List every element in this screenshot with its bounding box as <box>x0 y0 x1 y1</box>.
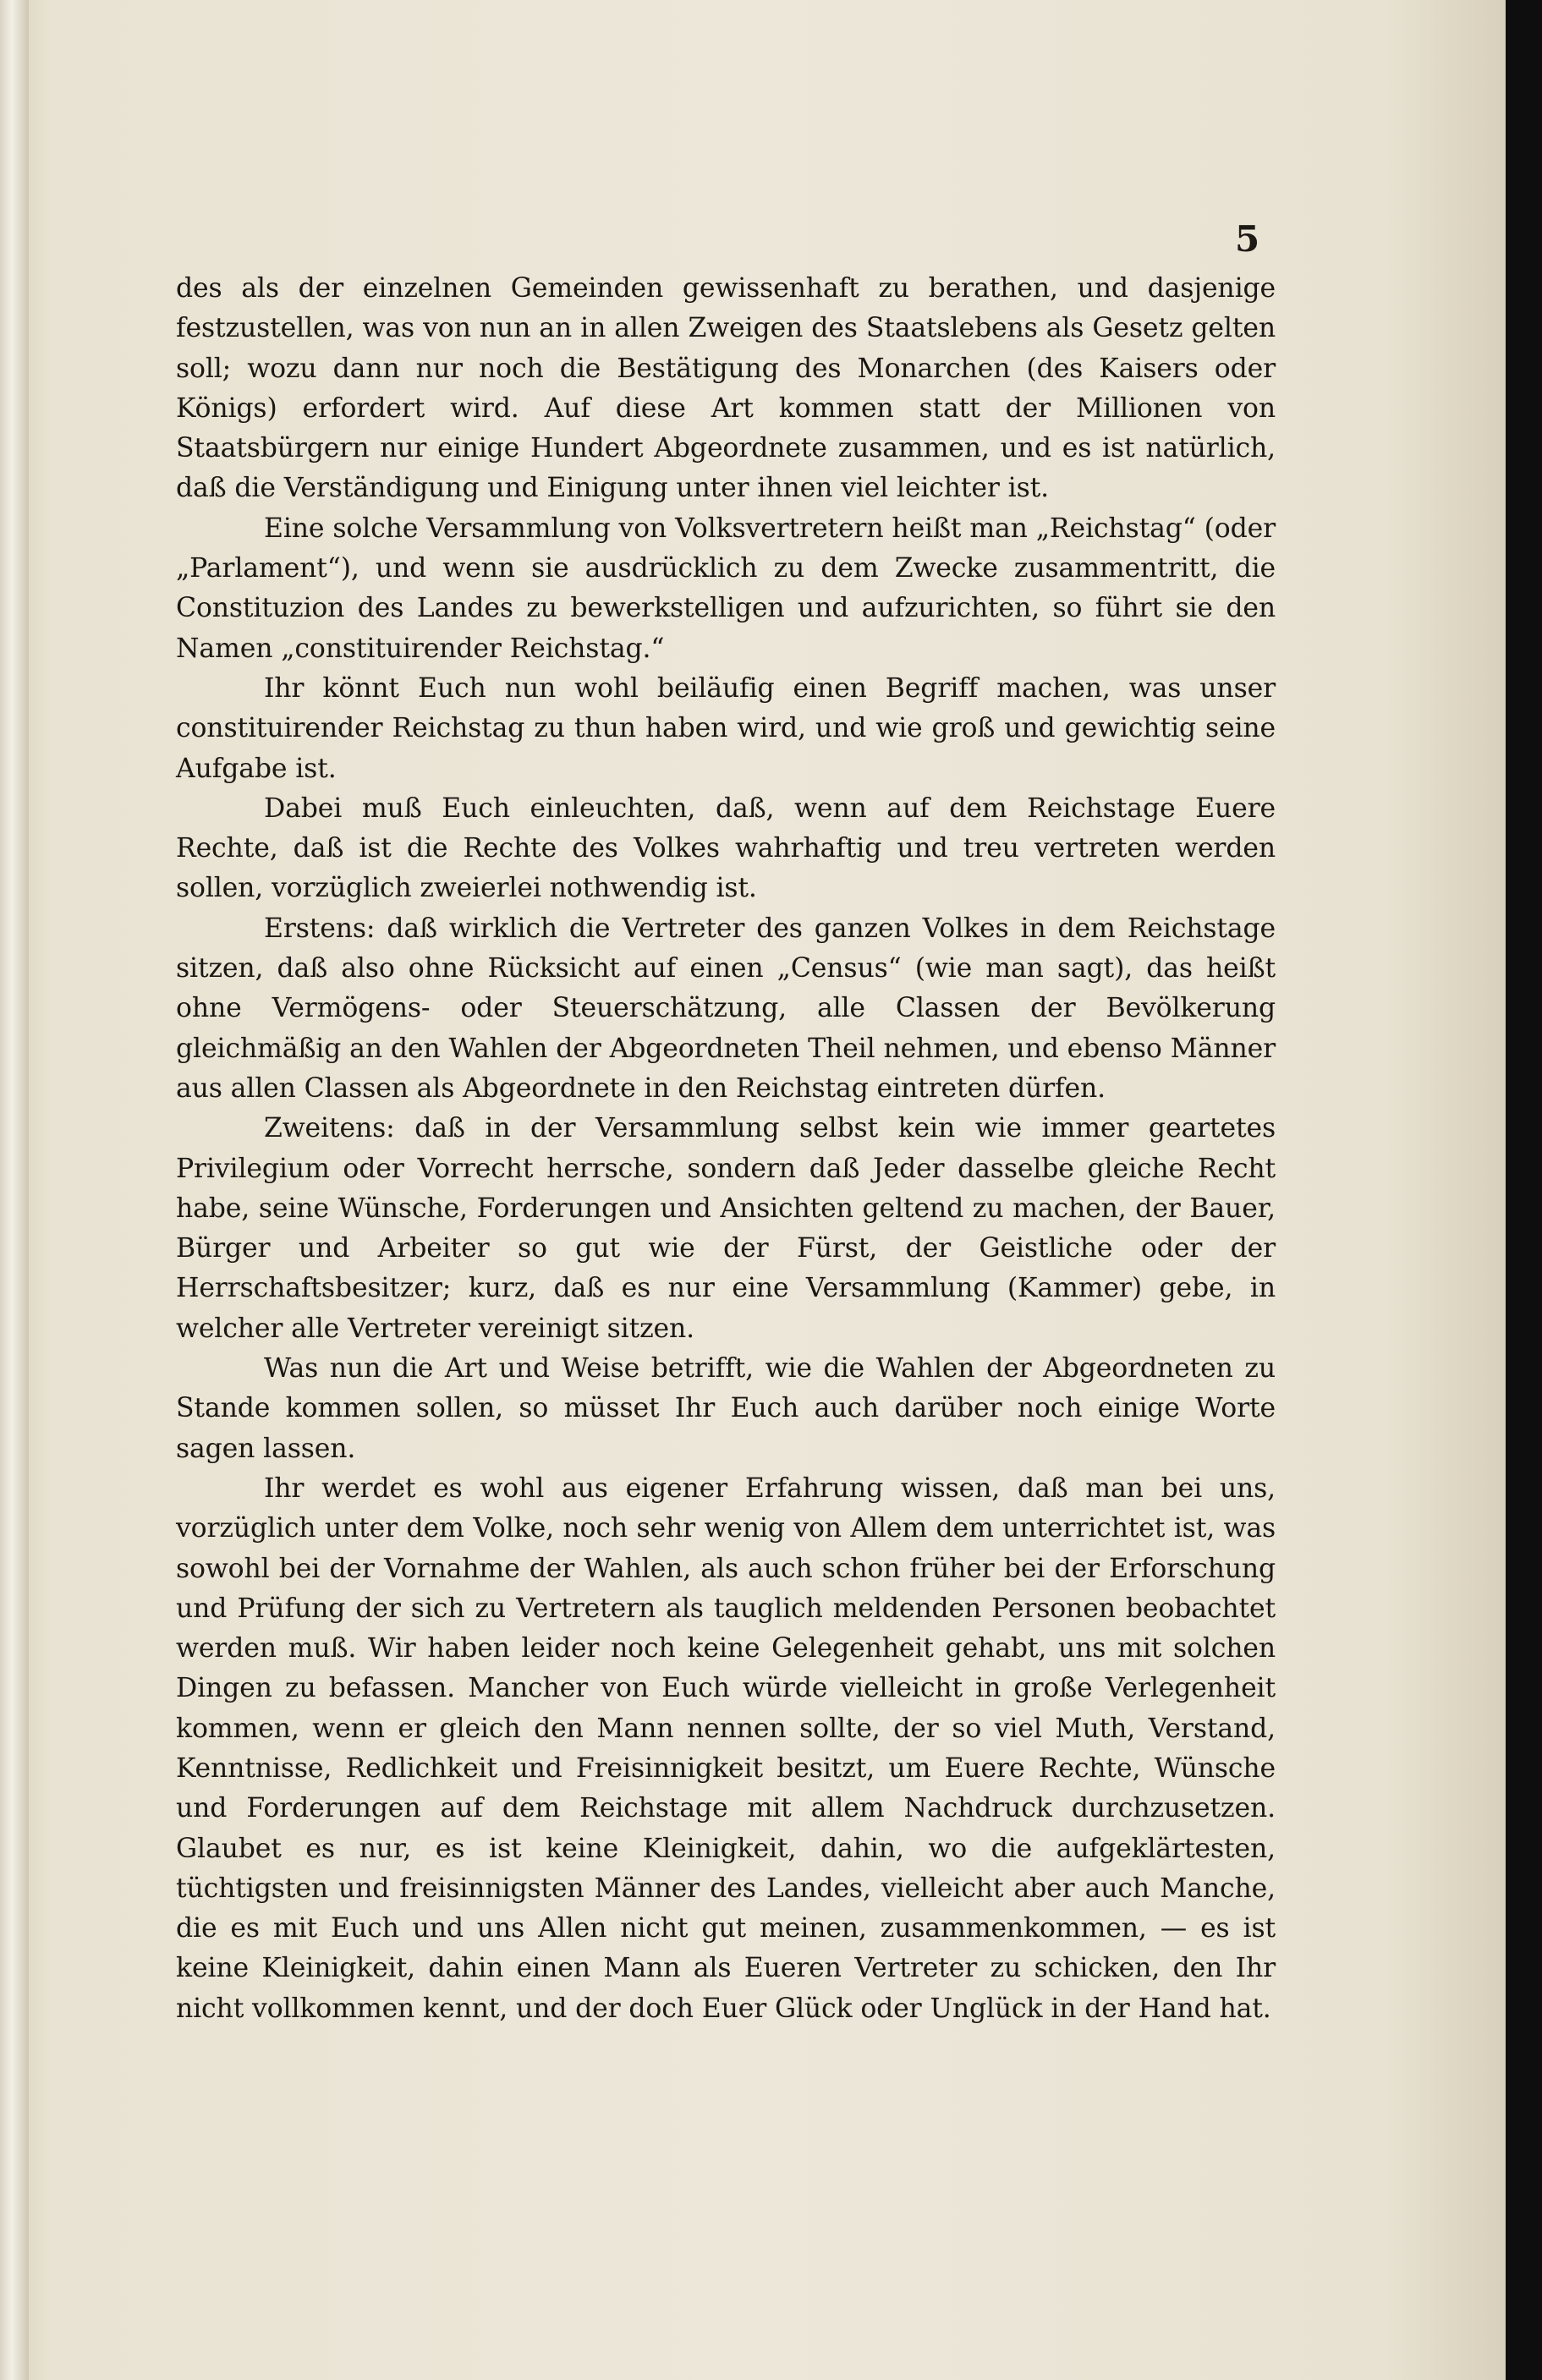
body-text <box>176 269 1276 2029</box>
paragraph-8: Ihr werdet es wohl aus eigener Erfahrung wissen, daß man bei uns, vorzüglich unter dem Volke, noch sehr wenig von Allem dem unterrichtet ist, was sowohl bei der Vornahme der Wahlen, als auch schon früher bei der Erforschung und Prüfung der sich zu Vertretern als tauglich meldenden Personen beobachtet werden muß. Wir haben leider noch keine Gelegenheit gehabt, uns mit solchen Dingen zu befassen. Mancher von Euch würde vielleicht in große Verlegenheit kommen, wenn er gleich den Mann nennen sollte, der so viel Muth, Verstand, Kenntnisse, Redlichkeit und Freisinnigkeit besitzt, um Euere Rechte, Wünsche und Forderungen auf dem Reichstage mit allem Nachdruck durchzusetzen. Glaubet es nur, es ist keine Kleinigkeit, dahin, wo die aufgeklärtesten, tüchtigsten und freisinnigsten Männer des Landes, vielleicht aber auch Manche, die es mit Euch und uns Allen nicht gut meinen, zusammenkommen, — es ist keine Kleinigkeit, dahin einen Mann als Eueren Vertreter zu schicken, den Ihr nicht vollkommen kennt, und der doch Euer Glück oder Unglück in der Hand hat. <box>176 1472 1276 2024</box>
paragraph-5: Erstens: daß wirklich die Vertreter des ganzen Volkes in dem Reichstage sitzen, daß also ohne Rücksicht auf einen „Census“ (wie man sagt), das heißt ohne Vermögens- oder Steuerschätzung, alle Classen der Bevölkerung gleichmäßig an den Wahlen der Abgeordneten Theil nehmen, und ebenso Männer aus allen Classen als Abgeordnete in den Reichstag eintreten dürfen. <box>176 913 1276 1104</box>
scan-background-edge <box>1506 0 1542 2380</box>
paragraph-2: Eine solche Versammlung von Volksvertretern heißt man „Reichstag“ (oder „Parlament“), und wenn sie ausdrücklich zu dem Zwecke zusammentritt, die Constituzion des Landes zu bewerkstelligen und aufzurichten, so führt sie den Namen „constituirender Reichstag.“ <box>176 513 1276 664</box>
paragraph-6: Zweitens: daß in der Versammlung selbst kein wie immer geartetes Privilegium oder Vorrecht herrsche, sondern daß Jeder dasselbe gleiche Recht habe, seine Wünsche, Forderungen und Ansichten geltend zu machen, der Bauer, Bürger und Arbeiter so gut wie der Fürst, der Geistliche oder der Herrschaftsbesitzer; kurz, daß es nur eine Versammlung (Kammer) gebe, in welcher alle Vertreter vereinigt sitzen. <box>176 1113 1276 1344</box>
paragraph-4: Dabei muß Euch einleuchten, daß, wenn auf dem Reichstage Euere Rechte, daß ist die Rechte des Volkes wahrhaftig und treu vertreten werden sollen, vorzüglich zweierlei nothwendig ist. <box>176 792 1276 904</box>
paragraph-7: Was nun die Art und Weise betrifft, wie die Wahlen der Abgeordneten zu Stande kommen sollen, so müsset Ihr Euch auch darüber noch einige Worte sagen lassen. <box>176 1353 1276 1464</box>
page-number: 5 <box>1235 218 1260 260</box>
binding-fold <box>0 0 29 2380</box>
paragraph-3: Ihr könnt Euch nun wohl beiläufig einen Begriff machen, was unser constituirender Reichstag zu thun haben wird, und wie groß und gewichtig seine Aufgabe ist. <box>176 672 1276 784</box>
paragraph-1: des als der einzelnen Gemeinden gewissenhaft zu berathen, und dasjenige festzustellen, was von nun an in allen Zweigen des Staatslebens als Gesetz gelten soll; wozu dann nur noch die Bestätigung des Monarchen (des Kaisers oder Königs) erfordert wird. Auf diese Art kommen statt der Millionen von Staatsbürgern nur einige Hundert Abgeordnete zusammen, und es ist natürlich, daß die Verständigung und Einigung unter ihnen viel leichter ist. <box>176 273 1276 504</box>
